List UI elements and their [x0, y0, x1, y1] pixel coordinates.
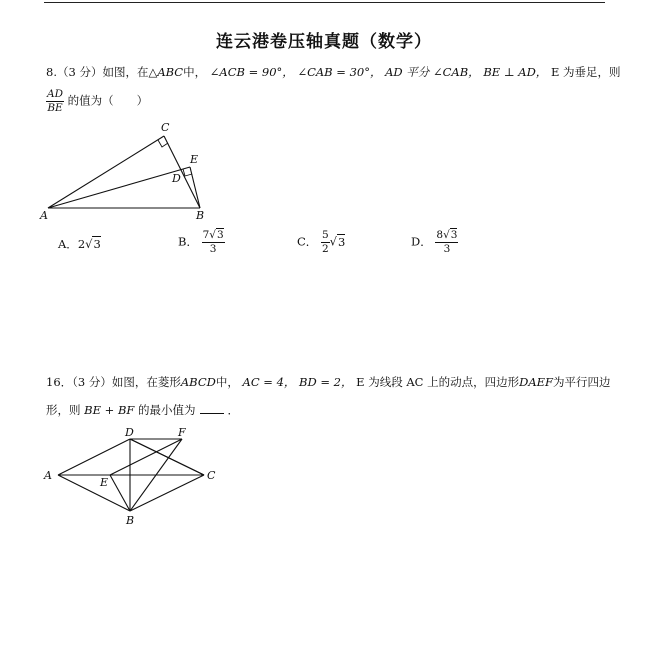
q8-label-d: D	[172, 172, 181, 185]
q8-score: （3 分）	[56, 65, 103, 79]
q8-label-c: C	[161, 121, 170, 134]
q16-rhombus-figure	[44, 425, 224, 527]
q16-label-d: D	[125, 426, 134, 439]
q8-triangle: ABC	[157, 65, 184, 79]
q16-stem-line1: 16．（3 分）如图，在菱形ABCD中， AC = 4， BD = 2， E 为线段 AC 上的动点，四边形DAEF为平行四边	[46, 375, 611, 389]
q8-label-e: E	[190, 153, 199, 166]
q8-option-b[interactable]: B． $\frac{7√3}{3}$	[178, 229, 224, 255]
q8-option-a[interactable]: A．2√3	[58, 237, 101, 251]
top-rule	[44, 2, 605, 3]
q8-stem-line1	[46, 64, 621, 80]
q8-number: 8.	[46, 65, 57, 79]
q8-cond2: ∠CAB = 30°，	[297, 65, 382, 79]
q16-cond1: AC = 4，	[242, 375, 296, 389]
q8-question-end: 的值为（ ）	[67, 93, 149, 108]
q16-quad: DAEF	[519, 375, 554, 389]
q16-label-c: C	[207, 469, 216, 482]
q8-stem-line2	[46, 88, 148, 115]
q8-mid: 中，	[183, 65, 207, 79]
q8-cond5: E 为垂足，则	[550, 65, 621, 79]
q8-label-a: A	[40, 209, 48, 222]
q8-cond4: BE ⊥ AD，	[483, 65, 548, 79]
q16-expr: BE + BF	[84, 403, 135, 417]
q8-triangle-figure	[40, 120, 220, 225]
q16-label-b: B	[126, 514, 135, 527]
q8-cond1: ∠ACB = 90°，	[209, 65, 294, 79]
q8-label-b: B	[196, 209, 205, 222]
q8-fraction: $\frac{AD}{BE}$	[47, 88, 64, 114]
q16-rhombus: ABCD	[180, 375, 216, 389]
q16-label-a: A	[44, 469, 52, 482]
q8-option-d[interactable]: D． $\frac{8√3}{3}$	[411, 229, 458, 255]
q16-label-e: E	[100, 476, 109, 489]
q16-label-f: F	[178, 426, 186, 439]
q8-cond3: AD 平分 ∠CAB，	[385, 65, 480, 79]
q16-answer-blank[interactable]	[200, 403, 224, 414]
q16-cond2: BD = 2，	[299, 375, 353, 389]
page-title: 连云港卷压轴真题（数学）	[216, 32, 432, 52]
q16-stem-line2: 形，则 BE + BF 的最小值为 ．	[46, 403, 240, 417]
q8-option-c[interactable]: C． $\frac{5}{2}$ √3	[297, 229, 346, 255]
q8-intro: 如图，在△	[102, 65, 158, 79]
